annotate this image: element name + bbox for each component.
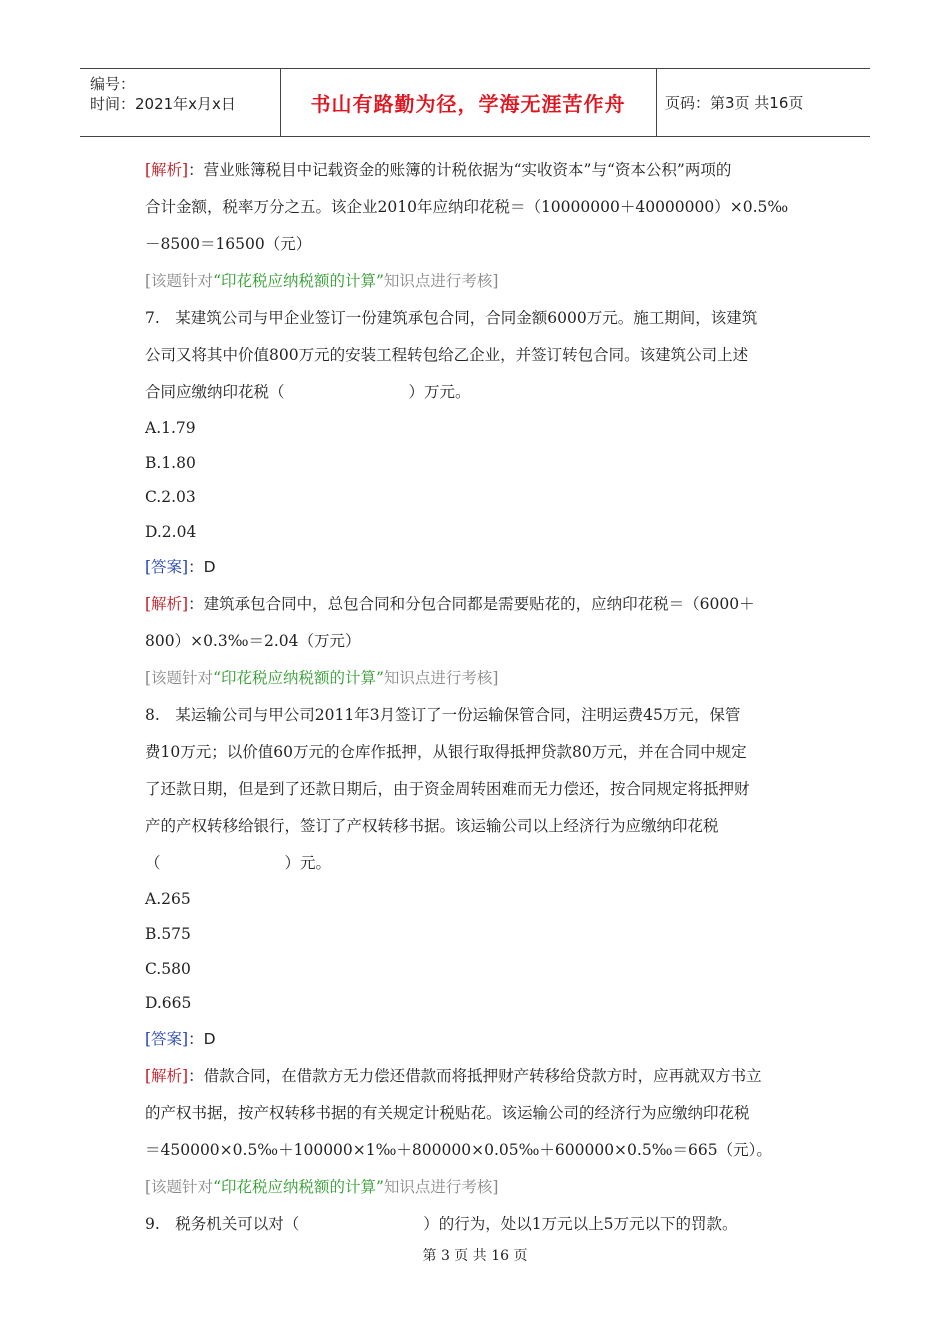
- document-date: 时间：2021年x月x日: [90, 95, 236, 113]
- analysis-line: [解析]：建筑承包合同中，总包合同和分包合同都是需要贴花的，应纳印花税＝（6000＋: [145, 595, 755, 614]
- question-7-line: 合同应缴纳印花税（ ）万元。: [145, 383, 471, 401]
- question-7-line: 7. 某建筑公司与甲企业签订一份建筑承包合同，合同金额6000万元。施工期间，该建筑: [145, 309, 758, 327]
- question-8-line: 了还款日期，但是到了还款日期后，由于资金周转困难而无力偿还，按合同规定将抵押财: [145, 780, 750, 799]
- analysis-line: 的产权书据，按产权转移书据的有关规定计税贴花。该运输公司的经济行为应缴纳印花税: [145, 1103, 750, 1122]
- answer-label: [答案]: [145, 1029, 189, 1048]
- page-info: 页码：第3页 共16页: [665, 94, 804, 112]
- topic-name: “印花税应纳税额的计算”: [213, 1177, 384, 1196]
- option-c: C.580: [145, 959, 191, 978]
- question-8-line: 产的产权转移给银行，签订了产权转移书据。该运输公司以上经济行为应缴纳印花税: [145, 817, 719, 836]
- analysis-label: [解析]: [145, 161, 189, 179]
- analysis-line: 800）×0.3‰＝2.04（万元）: [145, 632, 361, 651]
- option-a: A.1.79: [145, 419, 196, 437]
- option-c: C.2.03: [145, 488, 196, 507]
- answer-label: [答案]: [145, 558, 189, 577]
- answer-value: D: [203, 1029, 216, 1048]
- header-motto-cell: [280, 69, 657, 136]
- document-number: 编号：: [90, 75, 136, 93]
- topic-note: [该题针对“印花税应纳税额的计算”知识点进行考核]: [145, 272, 499, 290]
- question-9-line: 9. 税务机关可以对（ ）的行为，处以1万元以上5万元以下的罚款。: [145, 1214, 738, 1233]
- topic-name: “印花税应纳税额的计算”: [213, 669, 384, 688]
- analysis-line: [解析]：营业账簿税目中记载资金的账簿的计税依据为“实收资本”与“资本公积”两项的: [145, 161, 732, 179]
- question-7-line: 公司又将其中价值800万元的安装工程转包给乙企业，并签订转包合同。该建筑公司上述: [145, 346, 749, 364]
- motto: 书山有路勤为径，学海无涯苦作舟: [310, 92, 626, 116]
- header-page-info: [657, 69, 878, 136]
- header-meta: [80, 69, 281, 136]
- page-footer: 第 3 页 共 16 页: [422, 1248, 528, 1264]
- page-header: [80, 68, 870, 137]
- question-8-line: 费10万元；以价值60万元的仓库作抵押，从银行取得抵押贷款80万元，并在合同中规定: [145, 743, 747, 762]
- answer-line: [答案]：D: [145, 1029, 216, 1048]
- option-d: D.665: [145, 994, 192, 1013]
- question-8-line: 8. 某运输公司与甲公司2011年3月签订了一份运输保管合同，注明运费45万元，保管: [145, 706, 741, 725]
- document-body: [145, 152, 810, 1243]
- topic-note: [该题针对“印花税应纳税额的计算”知识点进行考核]: [145, 669, 499, 688]
- analysis-label: [解析]: [145, 595, 189, 614]
- option-b: B.575: [145, 924, 191, 943]
- analysis-line: －8500＝16500（元）: [145, 235, 312, 253]
- analysis-line: ＝450000×0.5‰＋100000×1‰＋800000×0.05‰＋600000×0.5‰＝665（元）。: [145, 1140, 772, 1159]
- analysis-line: [解析]：借款合同，在借款方无力偿还借款而将抵押财产转移给贷款方时，应再就双方书立: [145, 1066, 762, 1085]
- question-8-line: （ ）元。: [145, 854, 332, 873]
- option-d: D.2.04: [145, 522, 197, 541]
- analysis-label: [解析]: [145, 1066, 189, 1085]
- analysis-line: 合计金额，税率万分之五。该企业2010年应纳印花税＝（10000000＋40000000）×0.5‰: [145, 198, 789, 216]
- option-b: B.1.80: [145, 453, 196, 472]
- topic-note: [该题针对“印花税应纳税额的计算”知识点进行考核]: [145, 1177, 499, 1196]
- option-a: A.265: [145, 890, 191, 909]
- topic-name: “印花税应纳税额的计算”: [213, 272, 384, 290]
- answer-value: D: [203, 558, 216, 577]
- answer-line: [答案]：D: [145, 558, 216, 577]
